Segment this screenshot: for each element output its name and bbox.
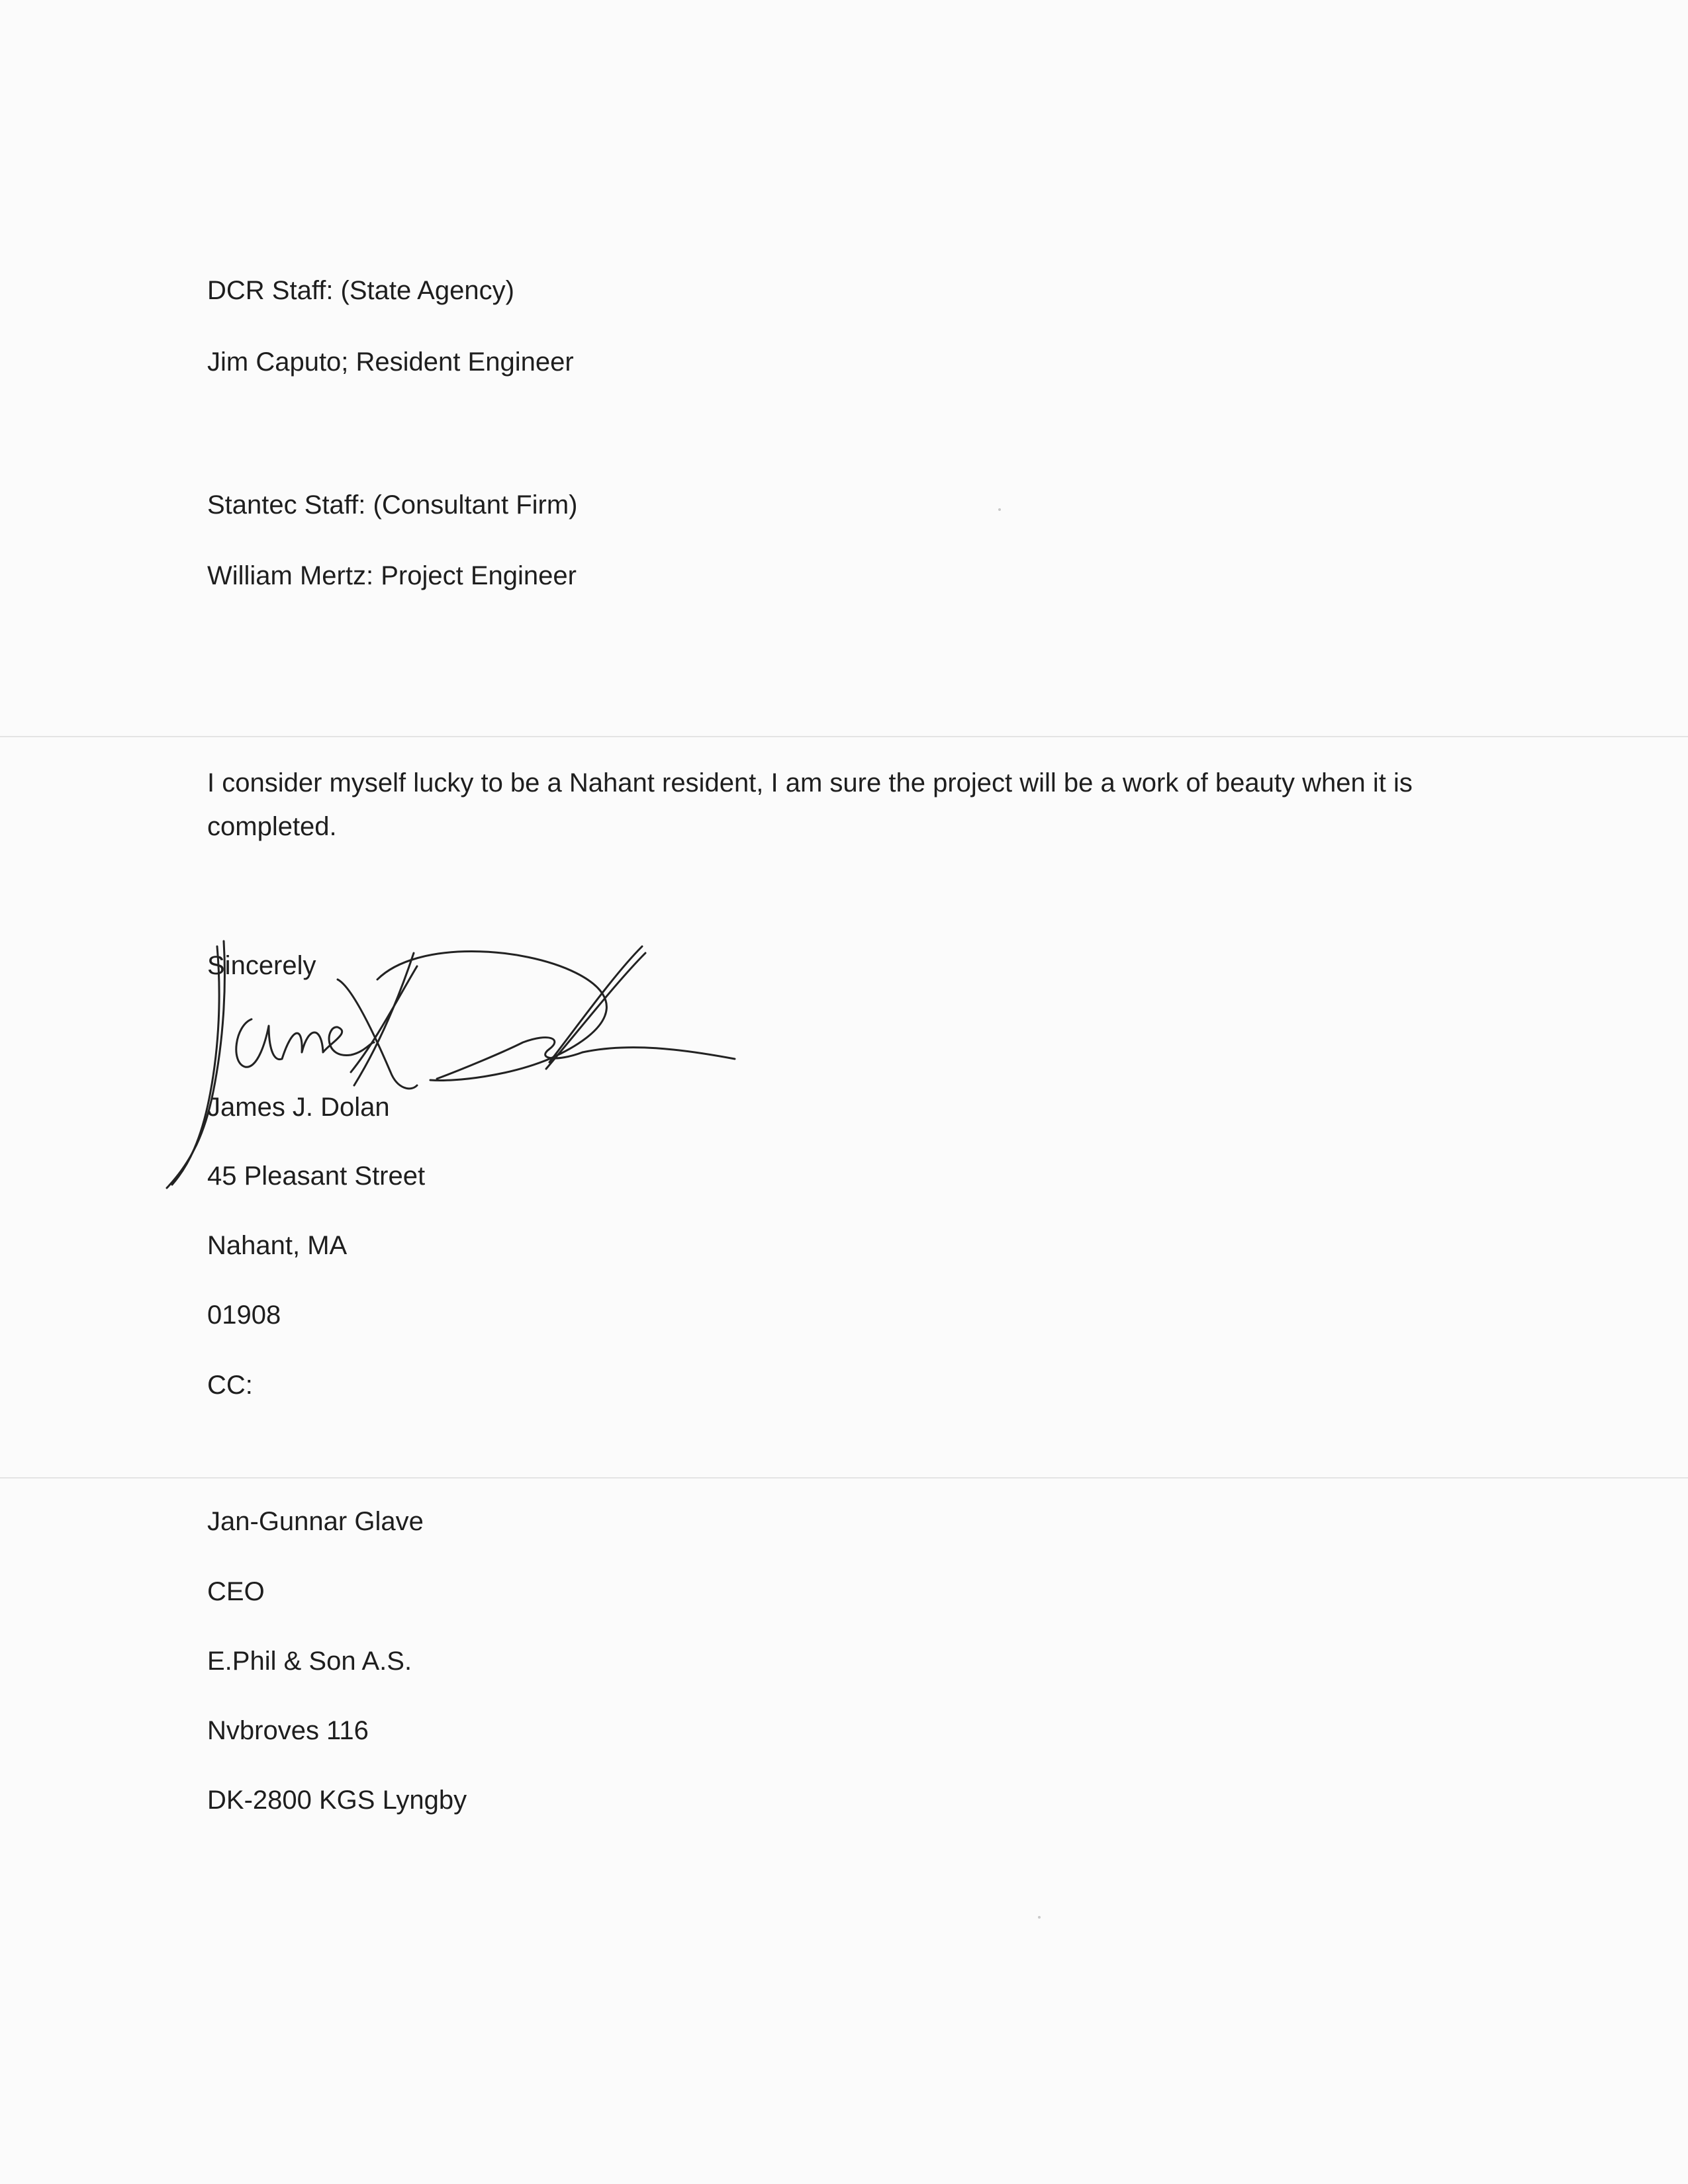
- paper-fold-line: [0, 1477, 1688, 1479]
- cc-recipient-street: Nvbroves 116: [207, 1716, 369, 1745]
- signer-street: 45 Pleasant Street: [207, 1161, 426, 1191]
- cc-recipient-title: CEO: [207, 1577, 265, 1606]
- dcr-staff-heading: DCR Staff: (State Agency): [207, 276, 514, 305]
- stantec-staff-heading: Stantec Staff: (Consultant Firm): [207, 490, 578, 520]
- stantec-staff-member: William Mertz: Project Engineer: [207, 561, 577, 590]
- body-paragraph: I consider myself lucky to be a Nahant resident, I am sure the project will be a work of beauty when it is completed.: [207, 768, 1413, 841]
- paper-speck: [1038, 1916, 1041, 1919]
- cc-recipient-city: DK-2800 KGS Lyngby: [207, 1786, 467, 1815]
- dcr-staff-member: Jim Caputo; Resident Engineer: [207, 347, 574, 377]
- signer-city-state: Nahant, MA: [207, 1231, 348, 1260]
- cc-recipient-name: Jan-Gunnar Glave: [207, 1507, 424, 1536]
- signer-zip: 01908: [207, 1300, 281, 1330]
- cc-recipient-company: E.Phil & Son A.S.: [207, 1647, 412, 1676]
- paper-speck: [998, 508, 1001, 511]
- paper-fold-line: [0, 736, 1688, 737]
- cc-label: CC:: [207, 1371, 253, 1400]
- closing-salutation: Sincerely: [207, 951, 316, 980]
- signer-name: James J. Dolan: [207, 1093, 390, 1122]
